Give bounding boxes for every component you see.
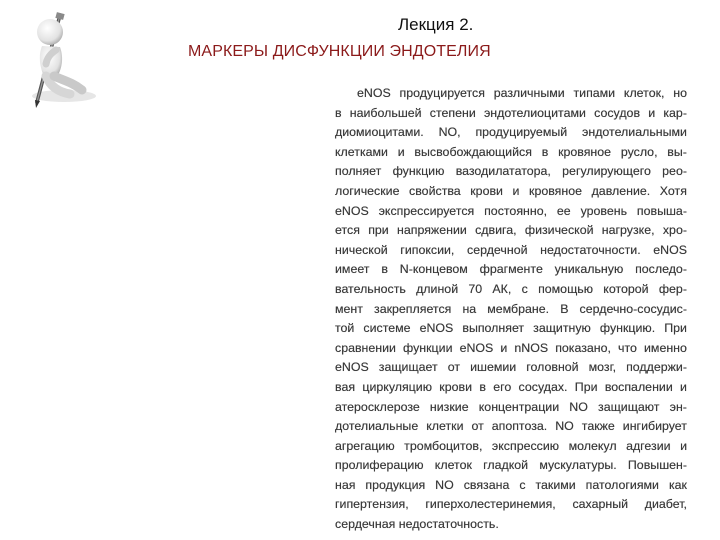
body-text	[335, 84, 687, 535]
body-line: сердечная недостаточность.	[335, 517, 499, 532]
body-line: дотелиальные клетки от апоптоза. NO также ингибирует	[335, 419, 687, 434]
body-line: логические свойства крови и кровяное давление. Хотя	[335, 183, 687, 198]
body-line: диомиоцитами. NO, продуцируемый эндотелиальными	[335, 125, 687, 140]
body-line: вательность длиной 70 АК, с помощью которой фер-	[335, 281, 687, 296]
body-line: гипертензия, гиперхолестеринемия, сахарный диабет,	[335, 497, 687, 512]
body-line: полняет функцию вазодилататора, регулирующего рео-	[335, 164, 687, 179]
body-line: сравнении функции eNOS и nNOS показано, что именно	[335, 340, 687, 355]
body-line: в наибольшей степени эндотелиоцитами сосудов и кар-	[335, 105, 687, 120]
body-line: имеет в N-концевом фрагменте уникальную последо-	[335, 262, 687, 277]
body-line: атеросклерозе низкие концентрации NO защищают эн-	[335, 399, 687, 414]
body-line: нической гипоксии, сердечной недостаточности. eNOS	[335, 242, 687, 257]
person-with-pencil-icon	[20, 10, 100, 110]
body-line: eNOS защищает от ишемии головной мозг, поддержи-	[335, 360, 687, 375]
body-line: ная продукция NO связана с такими патологиями как	[335, 477, 687, 492]
body-line: мент закрепляется на мембране. В сердечно-сосудис-	[335, 301, 687, 316]
body-line: ется при напряжении сдвига, физической нагрузке, хро-	[335, 223, 687, 238]
body-line: агрегацию тромбоцитов, экспрессию молекул адгезии и	[335, 438, 687, 453]
lecture-label: Лекция 2.	[398, 15, 474, 34]
body-line: пролиферацию клеток гладкой мускулатуры. Повышен-	[335, 458, 687, 473]
body-line: вая циркуляцию крови в его сосудах. При воспалении и	[335, 379, 687, 394]
page-title: МАРКЕРЫ ДИСФУНКЦИИ ЭНДОТЕЛИЯ	[188, 43, 491, 60]
body-line: той системе eNOS выполняет защитную функцию. При	[335, 321, 687, 336]
body-line: eNOS продуцируется различными типами клеток, но	[357, 86, 687, 100]
body-line: eNOS экспрессируется постоянно, ее уровень повыша-	[335, 203, 687, 218]
body-line: клетками и высвобождающийся в кровяное русло, вы-	[335, 144, 687, 159]
